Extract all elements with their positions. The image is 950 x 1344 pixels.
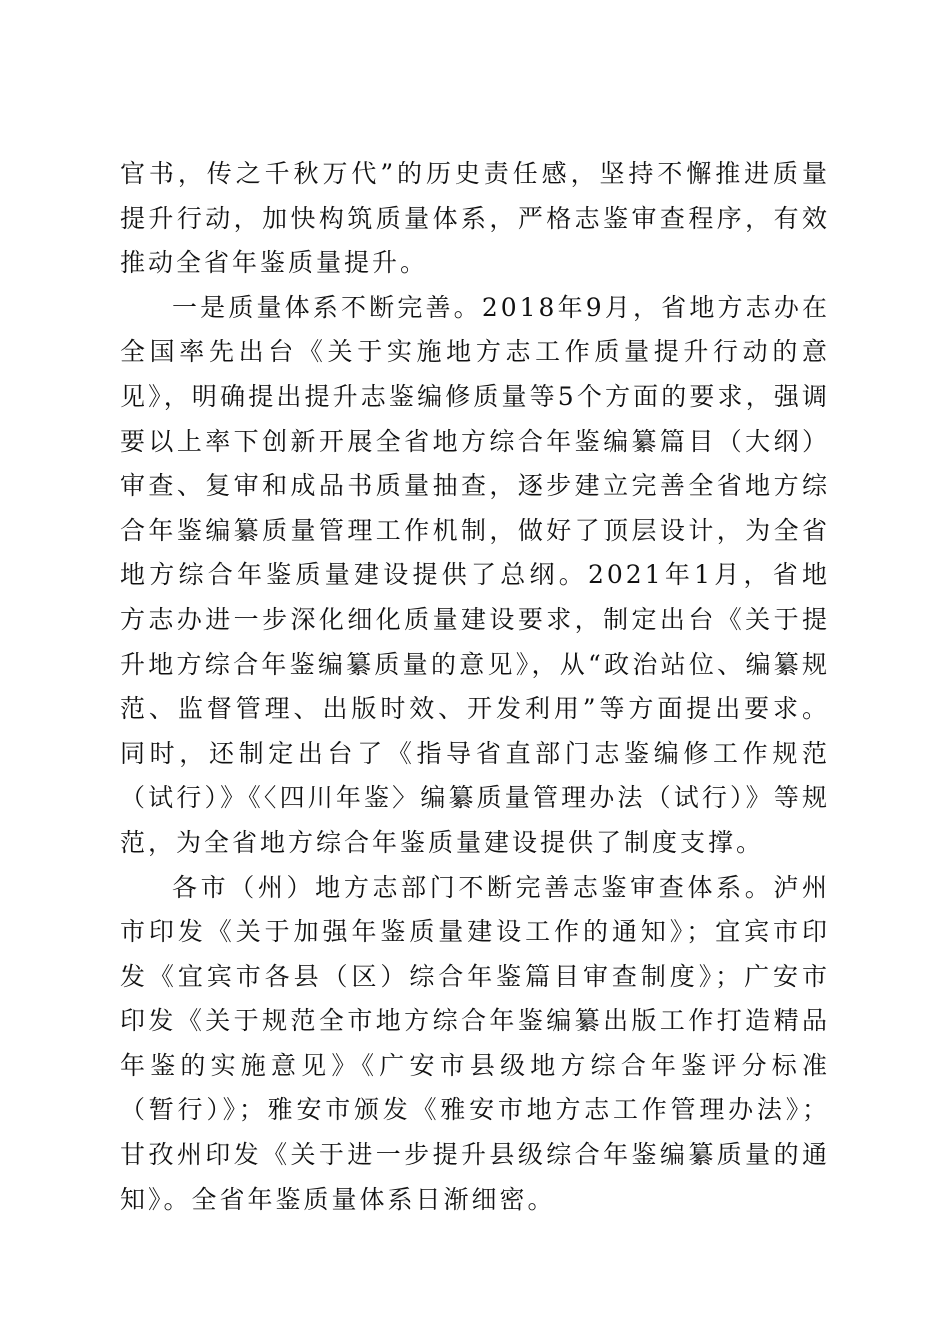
document-body xyxy=(120,152,830,1222)
paragraph-city-review-system: 各市（州）地方志部门不断完善志鉴审查体系。泸州市印发《关于加强年鉴质量建设工作的通知》；宜宾市印发《宜宾市各县（区）综合年鉴篇目审查制度》；广安市印发《关于规范全市地方综合年鉴编纂出版工作打造精品年鉴的实施意见》《广安市县级地方综合年鉴评分标准（暂行）》；雅安市颁发《雅安市地方志工作管理办法》；甘孜州印发《关于进一步提升县级综合年鉴编纂质量的通知》。全省年鉴质量体系日渐细密。 xyxy=(120,872,830,1214)
paragraph-continuation: 官书，传之千秋万代”的历史责任感，坚持不懈推进质量提升行动，加快构筑质量体系，严格志鉴审查程序，有效推动全省年鉴质量提升。 xyxy=(120,159,830,278)
paragraph-quality-system: 一是质量体系不断完善。2018年9月，省地方志办在全国率先出台《关于实施地方志工作质量提升行动的意见》，明确提出提升志鉴编修质量等5个方面的要求，强调要以上率下创新开展全省地方综合年鉴编纂篇目（大纲）审查、复审和成品书质量抽查，逐步建立完善全省地方综合年鉴编纂质量管理工作机制，做好了顶层设计，为全省地方综合年鉴质量建设提供了总纲。2021年1月，省地方志办进一步深化细化质量建设要求，制定出台《关于提升地方综合年鉴编纂质量的意见》，从“政治站位、编纂规范、监督管理、出版时效、开发利用”等方面提出要求。同时，还制定出台了《指导省直部门志鉴编修工作规范（试行）》《〈四川年鉴〉编纂质量管理办法（试行）》等规范，为全省地方综合年鉴质量建设提供了制度支撑。 xyxy=(120,292,830,857)
